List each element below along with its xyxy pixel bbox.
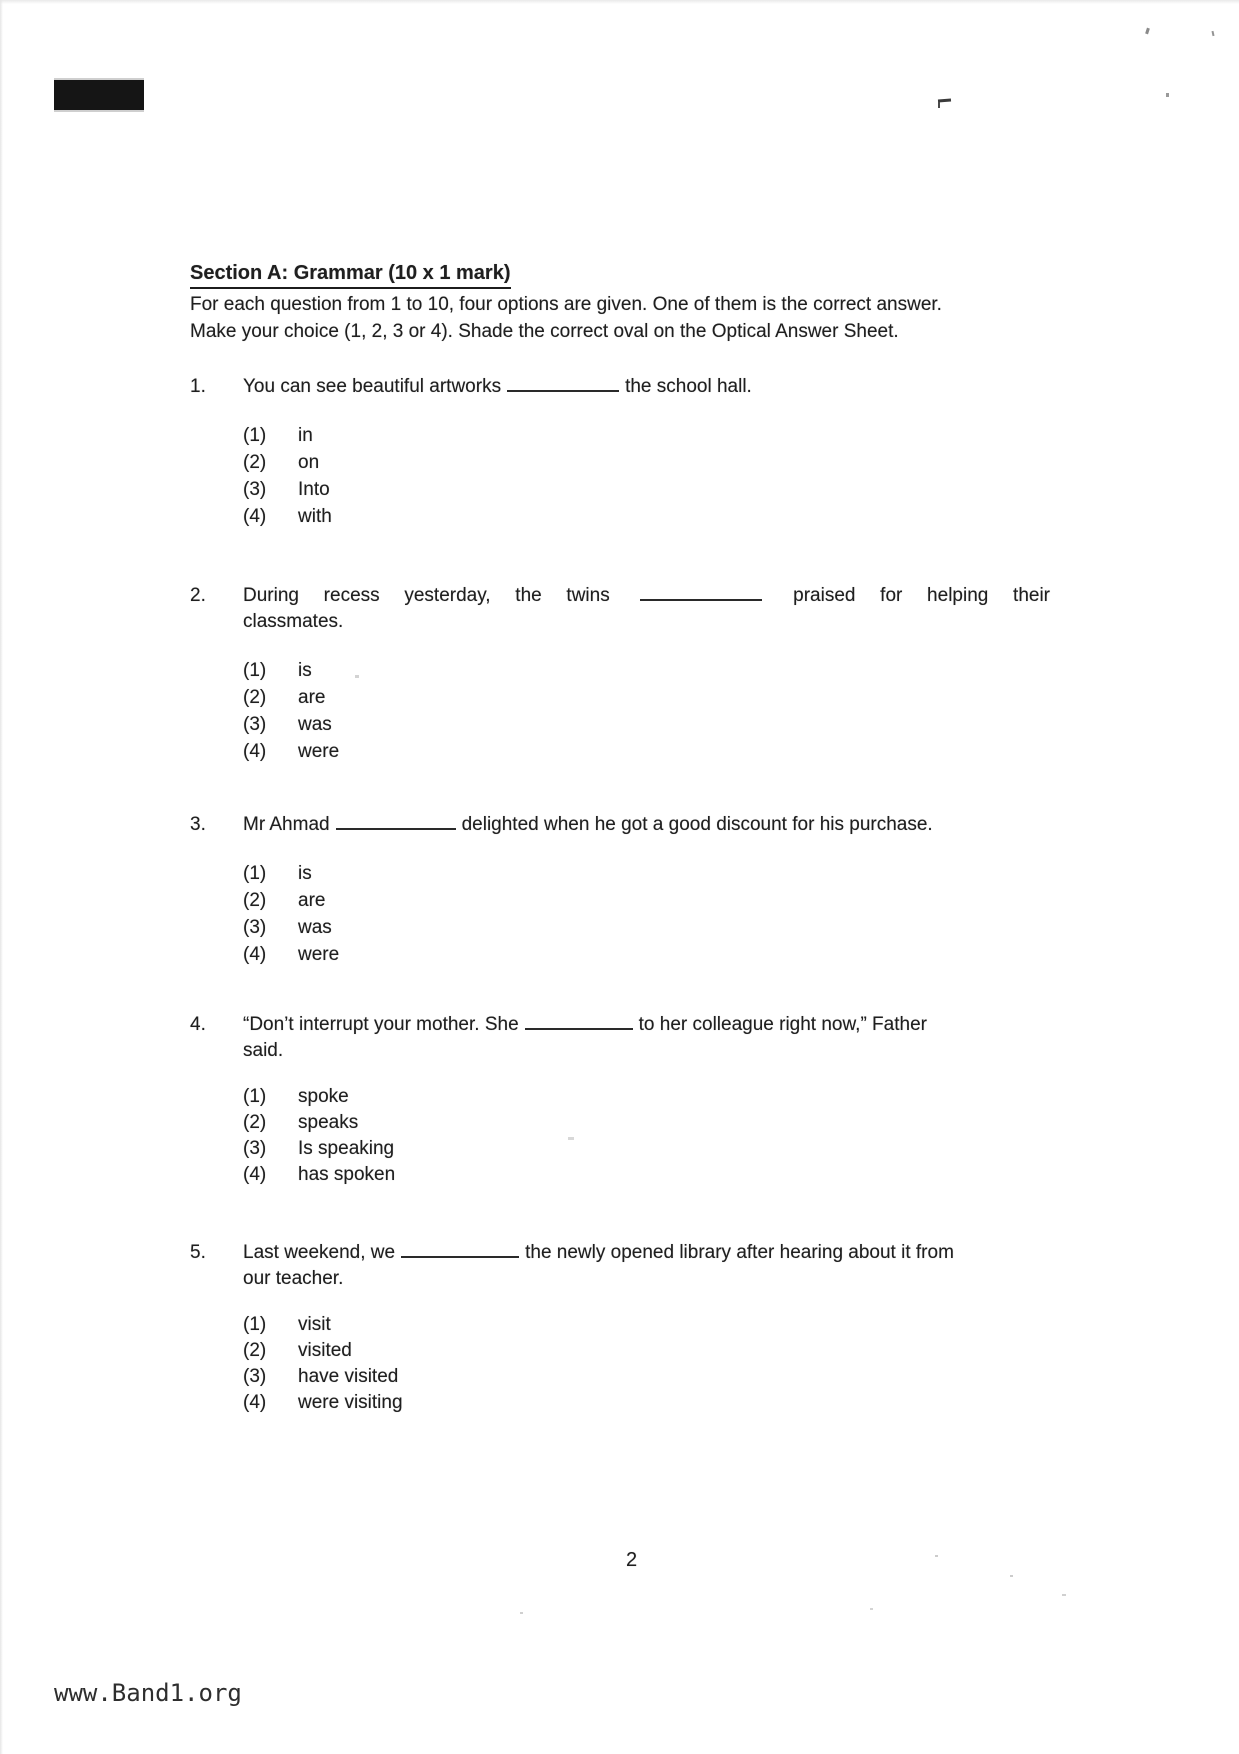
option-text: has spoken [298, 1164, 396, 1185]
option-text: are [298, 890, 326, 911]
option-row [243, 1338, 1060, 1364]
option-text: on [298, 452, 320, 473]
instruction-line-2: Make your choice (1, 2, 3 or 4). Shade the correct oval on the Optical Answer Sheet. [190, 321, 899, 342]
option-label: (3) [243, 917, 267, 938]
question-5 [190, 1240, 1060, 1416]
option-row [243, 914, 1060, 941]
option-row [243, 1364, 1060, 1390]
option-row [243, 503, 1060, 530]
option-text: were [298, 944, 340, 965]
scan-artifact [1062, 1594, 1066, 1596]
option-label: (4) [243, 741, 267, 762]
option-row [243, 1136, 1060, 1162]
question-stem: You can see beautiful artworks the school hall. [243, 376, 752, 397]
option-text: in [298, 425, 313, 446]
answer-blank [507, 375, 619, 392]
watermark-url: www.Band1.org [54, 1679, 242, 1707]
option-text: Into [298, 479, 330, 500]
question-number: 4. [190, 1014, 206, 1035]
option-row [243, 1110, 1060, 1136]
option-label: (1) [243, 425, 267, 446]
option-label: (3) [243, 714, 267, 735]
option-label: (4) [243, 1392, 267, 1413]
option-label: (1) [243, 1314, 267, 1335]
option-row [243, 887, 1060, 914]
section-title: Section A: Grammar (10 x 1 mark) [190, 262, 511, 289]
question-number: 5. [190, 1242, 206, 1263]
option-text: with [298, 506, 332, 527]
option-row [243, 1312, 1060, 1338]
scan-artifact [1010, 1575, 1013, 1577]
option-text: speaks [298, 1112, 359, 1133]
option-text: were visiting [298, 1392, 403, 1413]
option-row [243, 1390, 1060, 1416]
option-text: Is speaking [298, 1138, 395, 1159]
option-label: (2) [243, 687, 267, 708]
option-text: visited [298, 1340, 352, 1361]
option-row [243, 449, 1060, 476]
option-text: was [298, 714, 332, 735]
option-text: are [298, 687, 326, 708]
option-row [243, 476, 1060, 503]
redacted-school-logo [54, 78, 144, 112]
question-4 [190, 1012, 1060, 1188]
question-number: 3. [190, 814, 206, 835]
option-label: (2) [243, 452, 267, 473]
question-3 [190, 812, 1060, 968]
instruction-line-1: For each question from 1 to 10, four options are given. One of them is the correct answer. [190, 294, 942, 315]
option-row [243, 1162, 1060, 1188]
scan-artifact [935, 1555, 938, 1557]
answer-blank [401, 1241, 519, 1258]
option-row [243, 711, 1060, 738]
question-stem: Last weekend, we the newly opened library after hearing about it from [243, 1242, 954, 1263]
question-2 [190, 583, 1060, 765]
option-label: (3) [243, 479, 267, 500]
option-text: have visited [298, 1366, 399, 1387]
options-list [190, 860, 1060, 968]
option-label: (2) [243, 1112, 267, 1133]
scan-artifact [938, 102, 940, 108]
page-number: 2 [626, 1549, 638, 1571]
option-label: (4) [243, 944, 267, 965]
scan-artifact [870, 1608, 873, 1610]
option-label: (3) [243, 1366, 267, 1387]
option-label: (4) [243, 1164, 267, 1185]
answer-blank [336, 813, 456, 830]
option-text: were [298, 741, 340, 762]
option-row [243, 1084, 1060, 1110]
question-number: 1. [190, 376, 206, 397]
options-list [190, 657, 1060, 765]
option-row [243, 941, 1060, 968]
options-list [190, 422, 1060, 530]
answer-blank [525, 1013, 633, 1030]
option-row [243, 684, 1060, 711]
scan-artifact [520, 1612, 523, 1614]
question-stem-line2: our teacher. [243, 1268, 344, 1289]
option-label: (4) [243, 506, 267, 527]
option-label: (2) [243, 1340, 267, 1361]
scan-artifact [1166, 93, 1169, 97]
scan-artifact [1212, 31, 1215, 36]
option-row [243, 860, 1060, 887]
option-row [243, 657, 1060, 684]
option-text: is [298, 660, 312, 681]
question-stem: During recess yesterday, the twins praised for helping their [243, 585, 1051, 606]
question-1 [190, 374, 1060, 530]
options-list [190, 1312, 1060, 1416]
question-stem: “Don’t interrupt your mother. She to her colleague right now,” Father [243, 1014, 927, 1035]
option-row [243, 738, 1060, 765]
option-row [243, 422, 1060, 449]
option-label: (2) [243, 890, 267, 911]
option-label: (1) [243, 1086, 267, 1107]
option-label: (1) [243, 660, 267, 681]
option-label: (3) [243, 1138, 267, 1159]
option-label: (1) [243, 863, 267, 884]
question-stem: Mr Ahmad delighted when he got a good discount for his purchase. [243, 814, 933, 835]
question-stem-line2: said. [243, 1040, 284, 1061]
options-list [190, 1084, 1060, 1188]
question-number: 2. [190, 585, 206, 606]
option-text: is [298, 863, 312, 884]
option-text: was [298, 917, 332, 938]
scan-artifact [1145, 28, 1150, 35]
option-text: spoke [298, 1086, 349, 1107]
option-text: visit [298, 1314, 331, 1335]
question-stem-line2: classmates. [243, 611, 344, 632]
answer-blank [640, 584, 762, 601]
